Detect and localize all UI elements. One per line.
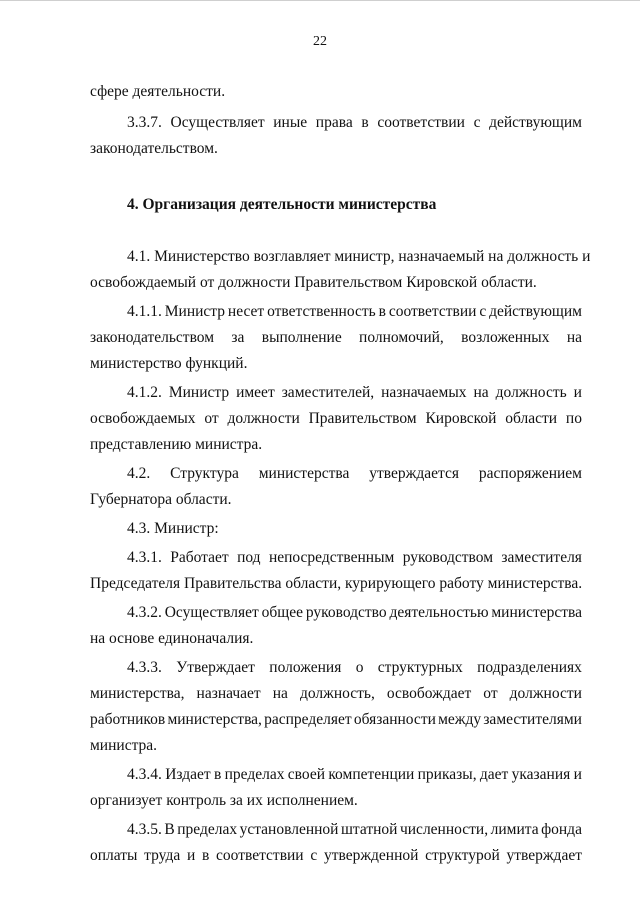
text-line: 4.1. Министерство возглавляет министр, назначаемый на должность и bbox=[127, 248, 591, 265]
word: Издает bbox=[165, 766, 211, 783]
text-line-justified bbox=[90, 655, 582, 681]
word: соответствии bbox=[388, 303, 477, 320]
text-line: министра. bbox=[90, 737, 158, 754]
word: дает bbox=[479, 766, 509, 783]
word: 4.2. bbox=[127, 465, 151, 482]
word: 4.3.1. bbox=[127, 549, 162, 566]
word: 4.1.1. bbox=[127, 303, 162, 320]
word: освобождает bbox=[386, 685, 472, 702]
text-line: представлению министра. bbox=[90, 436, 263, 453]
word: утвержденной bbox=[323, 847, 419, 864]
word: утверждает bbox=[506, 847, 582, 864]
word: Осуществляет bbox=[170, 114, 265, 131]
word: в bbox=[213, 766, 222, 783]
word: штатной bbox=[340, 821, 398, 838]
word: указания bbox=[511, 766, 571, 783]
word: 4.3.3. bbox=[127, 659, 162, 676]
word: соответствии bbox=[377, 114, 465, 131]
word: Министр bbox=[168, 384, 230, 401]
word: с bbox=[310, 847, 318, 864]
word: приказы, bbox=[417, 766, 477, 783]
word: заместителей, bbox=[281, 384, 375, 401]
word: численности, bbox=[399, 821, 489, 838]
word: министерства, bbox=[167, 711, 262, 728]
document-body bbox=[90, 79, 591, 869]
word: освобождаемых bbox=[90, 410, 196, 427]
text-line: Губернатора области. bbox=[90, 491, 232, 508]
word: права bbox=[315, 114, 353, 131]
word: иные bbox=[273, 114, 308, 131]
word: в bbox=[378, 303, 386, 320]
word: и bbox=[573, 384, 582, 401]
text-line-justified bbox=[90, 110, 582, 136]
text-line-justified bbox=[90, 843, 582, 869]
word: между bbox=[438, 711, 482, 728]
word: несет bbox=[227, 303, 265, 320]
text-line-justified bbox=[90, 707, 582, 733]
text-line-justified bbox=[90, 600, 582, 626]
word: выполнение bbox=[261, 329, 342, 346]
text-line-justified bbox=[90, 325, 582, 351]
word: структурой bbox=[425, 847, 500, 864]
text-line-justified bbox=[90, 299, 582, 325]
word: 4.1.2. bbox=[127, 384, 162, 401]
word: установленной bbox=[239, 821, 339, 838]
word: в bbox=[201, 847, 210, 864]
word: заместителями bbox=[483, 711, 582, 728]
word: действующим bbox=[489, 303, 582, 320]
word: области bbox=[505, 410, 558, 427]
word: возложенных bbox=[461, 329, 550, 346]
word: за bbox=[231, 329, 245, 346]
word: общее bbox=[261, 604, 303, 621]
word: имеет bbox=[236, 384, 275, 401]
word: 4.3.2. bbox=[127, 604, 162, 621]
word: компетенции bbox=[328, 766, 415, 783]
text-line: организует контроль за их исполнением. bbox=[90, 792, 358, 809]
word: 3.3.7. bbox=[127, 114, 162, 131]
word: пределах bbox=[224, 766, 285, 783]
page-number: 22 bbox=[313, 34, 327, 49]
text-line: Председателя Правительства области, курирующего работу министерства. bbox=[90, 575, 583, 592]
word: законодательством bbox=[90, 329, 215, 346]
word: Осуществляет bbox=[164, 604, 259, 621]
word: под bbox=[237, 549, 261, 566]
word: распоряжением bbox=[478, 465, 582, 482]
section-heading: 4. Организация деятельности министерства bbox=[127, 196, 437, 213]
word: в bbox=[361, 114, 369, 131]
text-line-justified bbox=[90, 406, 582, 432]
word: непосредственным bbox=[268, 549, 395, 566]
word: и bbox=[186, 847, 196, 864]
word: 4.3.4. bbox=[127, 766, 162, 783]
word: должности bbox=[509, 685, 582, 702]
word: и bbox=[573, 766, 582, 783]
scan-edge-line bbox=[0, 0, 640, 1]
word: на bbox=[473, 384, 489, 401]
word: Правительством bbox=[308, 410, 417, 427]
word: руководством bbox=[402, 549, 494, 566]
word: положения bbox=[269, 659, 342, 676]
word: заместителя bbox=[501, 549, 582, 566]
word: Министр bbox=[164, 303, 226, 320]
text-line-justified bbox=[90, 681, 582, 707]
word: подразделениях bbox=[477, 659, 582, 676]
word: министерства bbox=[491, 604, 582, 621]
word: деятельностью bbox=[389, 604, 489, 621]
word: Работает bbox=[170, 549, 229, 566]
word: Утверждает bbox=[176, 659, 255, 676]
word: фонда bbox=[541, 821, 582, 838]
word: своей bbox=[287, 766, 325, 783]
text-line: на основе единоначалия. bbox=[90, 630, 254, 647]
text-line-justified bbox=[90, 380, 582, 406]
word: с bbox=[473, 114, 481, 131]
word: министерства bbox=[258, 465, 350, 482]
word: с bbox=[479, 303, 487, 320]
text-line-justified bbox=[90, 545, 582, 571]
word: полномочий, bbox=[359, 329, 444, 346]
word: назначаемых bbox=[381, 384, 467, 401]
word: структурных bbox=[377, 659, 463, 676]
text-line: освобождаемый от должности Правительством Кировской области. bbox=[90, 274, 537, 291]
text-line-justified bbox=[90, 762, 582, 788]
word: Кировской bbox=[425, 410, 497, 427]
word: работников bbox=[90, 711, 166, 728]
text-line: 4.3. Министр: bbox=[127, 520, 219, 537]
text-line: министерство функций. bbox=[90, 355, 248, 372]
word: 4.3.5. bbox=[127, 821, 162, 838]
text-line-justified bbox=[90, 461, 582, 487]
word: на bbox=[272, 685, 288, 702]
word: должности bbox=[227, 410, 300, 427]
word: ответственность bbox=[267, 303, 376, 320]
word: лимита bbox=[490, 821, 539, 838]
word: о bbox=[355, 659, 364, 676]
text-line-justified bbox=[90, 817, 582, 843]
word: Структура bbox=[170, 465, 239, 482]
word: В bbox=[164, 821, 175, 838]
word: министерства, bbox=[90, 685, 185, 702]
word: на bbox=[566, 329, 582, 346]
word: должность, bbox=[299, 685, 375, 702]
text-line: законодательством. bbox=[90, 140, 218, 157]
word: труда bbox=[144, 847, 181, 864]
word: оплаты bbox=[90, 847, 138, 864]
word: от bbox=[204, 410, 219, 427]
word: должность bbox=[495, 384, 567, 401]
word: распределяет bbox=[264, 711, 352, 728]
word: руководство bbox=[305, 604, 387, 621]
word: соответствии bbox=[216, 847, 304, 864]
text-line: сфере деятельности. bbox=[90, 83, 226, 100]
word: действующим bbox=[489, 114, 582, 131]
word: пределах bbox=[177, 821, 238, 838]
word: утверждается bbox=[369, 465, 459, 482]
word: по bbox=[565, 410, 582, 427]
word: обязанности bbox=[353, 711, 436, 728]
word: назначает bbox=[196, 685, 261, 702]
word: от bbox=[483, 685, 498, 702]
